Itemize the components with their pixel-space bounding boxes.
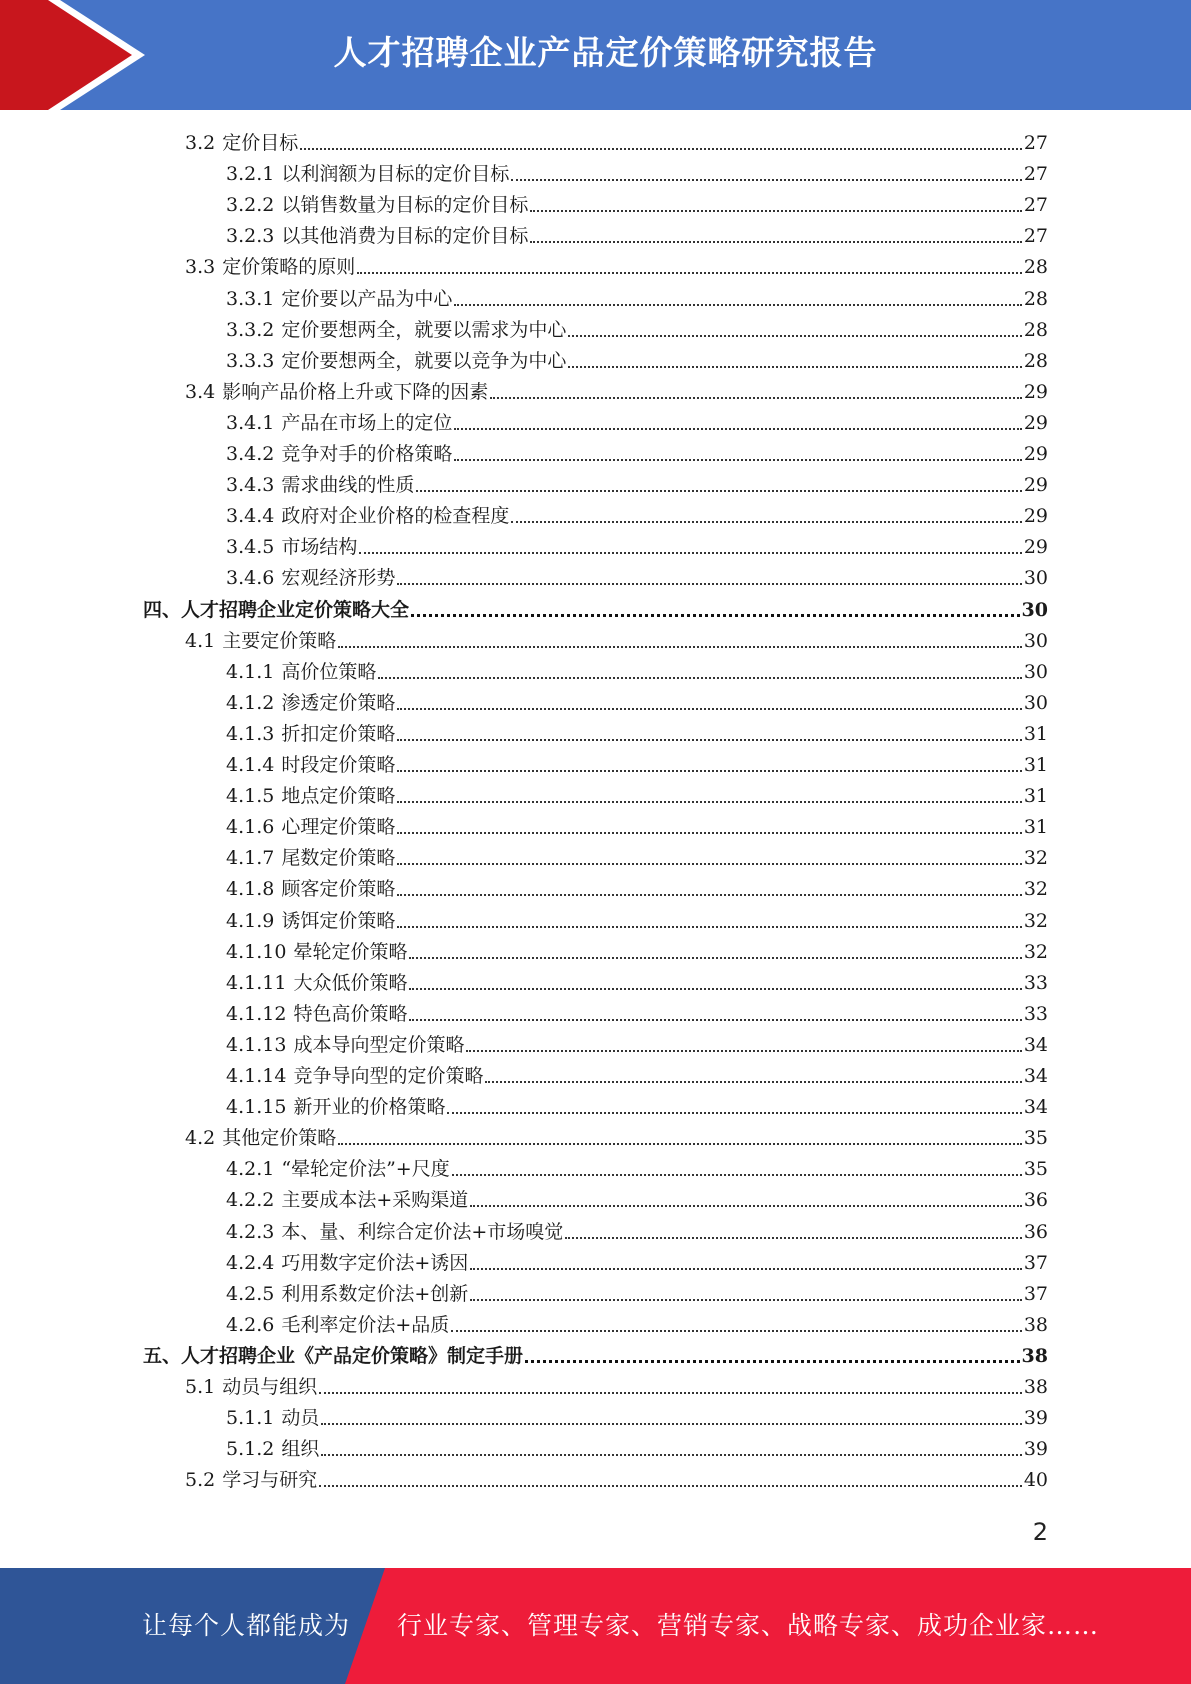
- toc-entry[interactable]: [226, 563, 1048, 593]
- toc-entry-page: 28: [1023, 350, 1048, 372]
- toc-entry[interactable]: [226, 190, 1048, 220]
- toc-entry[interactable]: [185, 1465, 1048, 1495]
- toc-entry-number: 3.3: [185, 256, 216, 278]
- toc-dot-leader: [359, 552, 1021, 554]
- toc-entry[interactable]: [226, 906, 1048, 936]
- toc-dot-leader: [490, 397, 1022, 399]
- toc-dot-leader: [397, 770, 1021, 772]
- toc-entry-title: 动员与组织: [222, 1376, 318, 1398]
- toc-entry[interactable]: [226, 159, 1048, 189]
- toc-entry-page: 30: [1023, 692, 1048, 714]
- toc-entry-number: 4.2.3: [226, 1221, 275, 1243]
- toc-entry-title: 学习与研究: [222, 1469, 318, 1491]
- toc-entry-page: 39: [1023, 1407, 1048, 1429]
- toc-entry-title: 竞争对手的价格策略: [281, 443, 453, 465]
- toc-entry-title: 其他定价策略: [222, 1127, 337, 1149]
- toc-dot-leader: [485, 1081, 1021, 1083]
- toc-entry-title: 成本导向型定价策略: [293, 1034, 465, 1056]
- toc-dot-leader: [470, 1205, 1022, 1207]
- toc-entry-title: 定价目标: [222, 132, 299, 154]
- toc-entry-page: 27: [1023, 163, 1048, 185]
- toc-entry-number: 3.4.3: [226, 474, 275, 496]
- toc-entry-page: 32: [1023, 878, 1048, 900]
- toc-entry-title: 以利润额为目标的定价目标: [281, 163, 510, 185]
- toc-dot-leader: [416, 490, 1021, 492]
- toc-entry-page: 32: [1023, 847, 1048, 869]
- toc-dot-leader: [397, 926, 1021, 928]
- toc-entry-number: 4.1.8: [226, 878, 275, 900]
- toc-entry[interactable]: [226, 470, 1048, 500]
- toc-entry-title: 本、量、利综合定价法+市场嗅觉: [281, 1221, 564, 1243]
- toc-entry-number: 3.2.1: [226, 163, 275, 185]
- toc-entry-number: 4.2.4: [226, 1252, 275, 1274]
- toc-entry-number: 4.1.15: [226, 1096, 287, 1118]
- toc-dot-leader: [451, 1330, 1022, 1332]
- toc-entry-title: 需求曲线的性质: [281, 474, 415, 496]
- toc-entry-page: 31: [1023, 754, 1048, 776]
- toc-entry-page: 33: [1023, 972, 1048, 994]
- toc-entry-number: 3.4.5: [226, 536, 275, 558]
- toc-entry-title: 新开业的价格策略: [293, 1096, 446, 1118]
- toc-entry[interactable]: [226, 657, 1048, 687]
- toc-entry-number: 4.1: [185, 630, 216, 652]
- toc-entry-page: 34: [1023, 1096, 1048, 1118]
- toc-entry-number: 4.1.12: [226, 1003, 287, 1025]
- toc-dot-leader: [565, 1237, 1022, 1239]
- toc-entry-title: 动员: [281, 1407, 320, 1429]
- toc-entry-title: 产品在市场上的定位: [281, 412, 453, 434]
- toc-entry[interactable]: [226, 501, 1048, 531]
- toc-dot-leader: [568, 366, 1021, 368]
- toc-dot-leader: [447, 1112, 1021, 1114]
- toc-entry-page: 36: [1023, 1189, 1048, 1211]
- footer-slogan-left: 让每个人都能成为: [142, 1611, 351, 1640]
- toc-entry-number: 4.1.11: [226, 972, 287, 994]
- toc-entry-title: 高价位策略: [281, 661, 377, 683]
- toc-entry[interactable]: [226, 1279, 1048, 1309]
- toc-dot-leader: [454, 428, 1021, 430]
- toc-entry-title: 定价策略的原则: [222, 256, 356, 278]
- toc-entry-number: 4.2.1: [226, 1158, 275, 1180]
- toc-entry[interactable]: [226, 968, 1048, 998]
- toc-entry-page: 30: [1023, 661, 1048, 683]
- toc-dot-leader: [321, 1423, 1021, 1425]
- toc-entry-title: 以其他消费为目标的定价目标: [281, 225, 529, 247]
- toc-entry[interactable]: [226, 781, 1048, 811]
- toc-entry[interactable]: [226, 1154, 1048, 1184]
- toc-entry-title: 以销售数量为目标的定价目标: [281, 194, 529, 216]
- toc-dot-leader: [397, 863, 1021, 865]
- toc-entry-title: 巧用数字定价法+诱因: [281, 1252, 469, 1274]
- toc-entry-number: 4.1.1: [226, 661, 275, 683]
- toc-entry-page: 30: [1021, 599, 1048, 621]
- toc-entry[interactable]: [226, 688, 1048, 718]
- toc-entry[interactable]: [185, 1372, 1048, 1402]
- toc-entry-page: 29: [1023, 536, 1048, 558]
- toc-entry-number: 3.2.3: [226, 225, 275, 247]
- toc-dot-leader: [411, 614, 1020, 617]
- toc-entry-number: 3.4: [185, 381, 216, 403]
- toc-entry-page: 31: [1023, 723, 1048, 745]
- toc-entry-title: 利用系数定价法+创新: [281, 1283, 469, 1305]
- toc-entry[interactable]: [185, 1123, 1048, 1153]
- toc-entry[interactable]: [226, 874, 1048, 904]
- toc-entry[interactable]: [226, 843, 1048, 873]
- toc-entry-number: 5.1: [185, 1376, 216, 1398]
- toc-entry-page: 38: [1021, 1345, 1048, 1367]
- toc-entry-number: 3.2.2: [226, 194, 275, 216]
- toc-entry-title: 晕轮定价策略: [293, 941, 408, 963]
- toc-entry-page: 35: [1023, 1127, 1048, 1149]
- toc-entry-number: 3.4.2: [226, 443, 275, 465]
- toc-entry-page: 29: [1023, 505, 1048, 527]
- toc-entry[interactable]: [185, 252, 1048, 282]
- toc-entry-page: 27: [1023, 194, 1048, 216]
- toc-entry[interactable]: [226, 999, 1048, 1029]
- toc-entry-number: 4.2.6: [226, 1314, 275, 1336]
- toc-entry-page: 27: [1023, 225, 1048, 247]
- toc-entry-page: 29: [1023, 443, 1048, 465]
- toc-entry-title: 心理定价策略: [281, 816, 396, 838]
- toc-dot-leader: [511, 521, 1021, 523]
- toc-dot-leader: [452, 1174, 1022, 1176]
- toc-dot-leader: [454, 459, 1021, 461]
- page-header: [0, 0, 1191, 110]
- toc-entry-title: 折扣定价策略: [281, 723, 396, 745]
- toc-entry-page: 32: [1023, 941, 1048, 963]
- toc-entry[interactable]: [226, 1248, 1048, 1278]
- toc-entry-page: 37: [1023, 1252, 1048, 1274]
- toc-entry[interactable]: [226, 750, 1048, 780]
- toc-entry-number: 5.1.2: [226, 1438, 275, 1460]
- toc-dot-leader: [409, 988, 1021, 990]
- toc-entry-number: 4.2.2: [226, 1189, 275, 1211]
- toc-entry[interactable]: [143, 595, 1048, 625]
- toc-entry-title: 特色高价策略: [293, 1003, 408, 1025]
- toc-entry-page: 30: [1023, 567, 1048, 589]
- toc-entry-number: 4.1.5: [226, 785, 275, 807]
- toc-entry-title: 竞争导向型的定价策略: [293, 1065, 484, 1087]
- toc-entry[interactable]: [226, 1217, 1048, 1247]
- toc-dot-leader: [530, 210, 1021, 212]
- toc-entry-number: 4.2: [185, 1127, 216, 1149]
- toc-entry-title: 五、人才招聘企业《产品定价策略》制定手册: [143, 1345, 524, 1367]
- toc-entry-title: 渗透定价策略: [281, 692, 396, 714]
- toc-entry-page: 36: [1023, 1221, 1048, 1243]
- toc-entry[interactable]: [226, 221, 1048, 251]
- toc-entry-number: 3.3.3: [226, 350, 275, 372]
- toc-entry-number: 3.3.2: [226, 319, 275, 341]
- toc-dot-leader: [397, 708, 1021, 710]
- toc-entry-page: 38: [1023, 1376, 1048, 1398]
- toc-entry-number: 4.1.13: [226, 1034, 287, 1056]
- toc-dot-leader: [338, 1143, 1022, 1145]
- toc-entry[interactable]: [226, 1185, 1048, 1215]
- toc-dot-leader: [525, 1360, 1020, 1363]
- toc-entry-title: 地点定价策略: [281, 785, 396, 807]
- toc-dot-leader: [397, 739, 1021, 741]
- toc-entry-number: 4.1.2: [226, 692, 275, 714]
- report-title: 人才招聘企业产品定价策略研究报告: [333, 33, 878, 72]
- toc-entry[interactable]: [226, 408, 1048, 438]
- toc-dot-leader: [568, 335, 1021, 337]
- toc-entry-title: 顾客定价策略: [281, 878, 396, 900]
- toc-entry-page: 28: [1023, 319, 1048, 341]
- toc-entry-number: 4.1.6: [226, 816, 275, 838]
- toc-entry[interactable]: [226, 315, 1048, 345]
- toc-entry-title: 定价要想两全，就要以竞争为中心: [281, 350, 567, 372]
- toc-entry[interactable]: [185, 626, 1048, 656]
- toc-entry[interactable]: [226, 1434, 1048, 1464]
- toc-entry[interactable]: [226, 719, 1048, 749]
- toc-entry[interactable]: [226, 439, 1048, 469]
- toc-dot-leader: [319, 1392, 1022, 1394]
- toc-dot-leader: [357, 272, 1022, 274]
- toc-entry-title: 诱饵定价策略: [281, 910, 396, 932]
- toc-dot-leader: [454, 304, 1021, 306]
- footer-slogan-right: 行业专家、管理专家、营销专家、战略专家、成功企业家……: [397, 1611, 1100, 1640]
- toc-entry-page: 35: [1023, 1158, 1048, 1180]
- toc-entry-title: 四、人才招聘企业定价策略大全: [143, 599, 410, 621]
- toc-entry-page: 31: [1023, 816, 1048, 838]
- toc-entry-number: 4.1.14: [226, 1065, 287, 1087]
- toc-entry-page: 28: [1023, 288, 1048, 310]
- toc-entry-title: 主要定价策略: [222, 630, 337, 652]
- toc-entry-title: 尾数定价策略: [281, 847, 396, 869]
- toc-entry-number: 4.1.4: [226, 754, 275, 776]
- toc-entry-number: 4.1.9: [226, 910, 275, 932]
- toc-entry-page: 34: [1023, 1034, 1048, 1056]
- toc-entry[interactable]: [226, 812, 1048, 842]
- page-footer: [0, 1568, 1191, 1684]
- toc-entry-title: “晕轮定价法”+尺度: [281, 1158, 450, 1180]
- toc-entry-number: 4.2.5: [226, 1283, 275, 1305]
- toc-entry-title: 组织: [281, 1438, 320, 1460]
- toc-entry-number: 4.1.3: [226, 723, 275, 745]
- toc-entry-title: 定价要想两全，就要以需求为中心: [281, 319, 567, 341]
- toc-entry-page: 29: [1023, 381, 1048, 403]
- toc-entry-page: 30: [1023, 630, 1048, 652]
- toc-dot-leader: [338, 646, 1022, 648]
- toc-entry[interactable]: [226, 346, 1048, 376]
- toc-dot-leader: [397, 832, 1021, 834]
- toc-dot-leader: [300, 148, 1022, 150]
- toc-entry[interactable]: [226, 532, 1048, 562]
- toc-entry[interactable]: [143, 1341, 1048, 1371]
- toc-entry[interactable]: [226, 1403, 1048, 1433]
- toc-entry[interactable]: [226, 1310, 1048, 1340]
- toc-entry-page: 33: [1023, 1003, 1048, 1025]
- toc-entry-page: 34: [1023, 1065, 1048, 1087]
- toc-entry[interactable]: [226, 1061, 1048, 1091]
- toc-dot-leader: [409, 1019, 1021, 1021]
- toc-entry-number: 5.1.1: [226, 1407, 275, 1429]
- toc-entry[interactable]: [226, 937, 1048, 967]
- toc-entry-page: 37: [1023, 1283, 1048, 1305]
- toc-entry-page: 39: [1023, 1438, 1048, 1460]
- toc-entry-title: 时段定价策略: [281, 754, 396, 776]
- toc-entry[interactable]: [226, 1030, 1048, 1060]
- toc-entry-page: 28: [1023, 256, 1048, 278]
- toc-entry-number: 3.4.6: [226, 567, 275, 589]
- toc-dot-leader: [378, 677, 1021, 679]
- toc-entry-title: 主要成本法+采购渠道: [281, 1189, 469, 1211]
- toc-entry-number: 3.4.1: [226, 412, 275, 434]
- toc-entry-number: 5.2: [185, 1469, 216, 1491]
- toc-dot-leader: [530, 241, 1021, 243]
- toc-entry-number: 3.2: [185, 132, 216, 154]
- toc-entry-page: 40: [1023, 1469, 1048, 1491]
- toc-dot-leader: [409, 957, 1021, 959]
- toc-entry-number: 3.3.1: [226, 288, 275, 310]
- toc-dot-leader: [470, 1299, 1022, 1301]
- toc-entry[interactable]: [226, 284, 1048, 314]
- toc-entry-title: 市场结构: [281, 536, 358, 558]
- toc-entry[interactable]: [226, 1092, 1048, 1122]
- toc-entry-page: 38: [1023, 1314, 1048, 1336]
- toc-dot-leader: [397, 583, 1021, 585]
- toc-dot-leader: [397, 801, 1021, 803]
- toc-dot-leader: [511, 179, 1021, 181]
- toc-entry-title: 定价要以产品为中心: [281, 288, 453, 310]
- toc-dot-leader: [397, 894, 1021, 896]
- toc-dot-leader: [466, 1050, 1021, 1052]
- toc-entry-number: 4.1.7: [226, 847, 275, 869]
- toc-entry-title: 毛利率定价法+品质: [281, 1314, 450, 1336]
- page-number: 2: [1032, 1518, 1048, 1546]
- toc-entry-page: 27: [1023, 132, 1048, 154]
- toc-entry-page: 31: [1023, 785, 1048, 807]
- toc-entry-title: 宏观经济形势: [281, 567, 396, 589]
- toc-entry[interactable]: [185, 377, 1048, 407]
- toc-dot-leader: [321, 1454, 1021, 1456]
- toc-entry-title: 大众低价策略: [293, 972, 408, 994]
- toc-entry-number: 4.1.10: [226, 941, 287, 963]
- toc-entry-page: 29: [1023, 412, 1048, 434]
- toc-entry[interactable]: [185, 128, 1048, 158]
- toc-dot-leader: [470, 1268, 1022, 1270]
- toc-dot-leader: [319, 1485, 1022, 1487]
- toc-entry-page: 32: [1023, 910, 1048, 932]
- toc-entry-page: 29: [1023, 474, 1048, 496]
- toc-entry-number: 3.4.4: [226, 505, 275, 527]
- toc-entry-title: 政府对企业价格的检查程度: [281, 505, 510, 527]
- toc-entry-title: 影响产品价格上升或下降的因素: [222, 381, 489, 403]
